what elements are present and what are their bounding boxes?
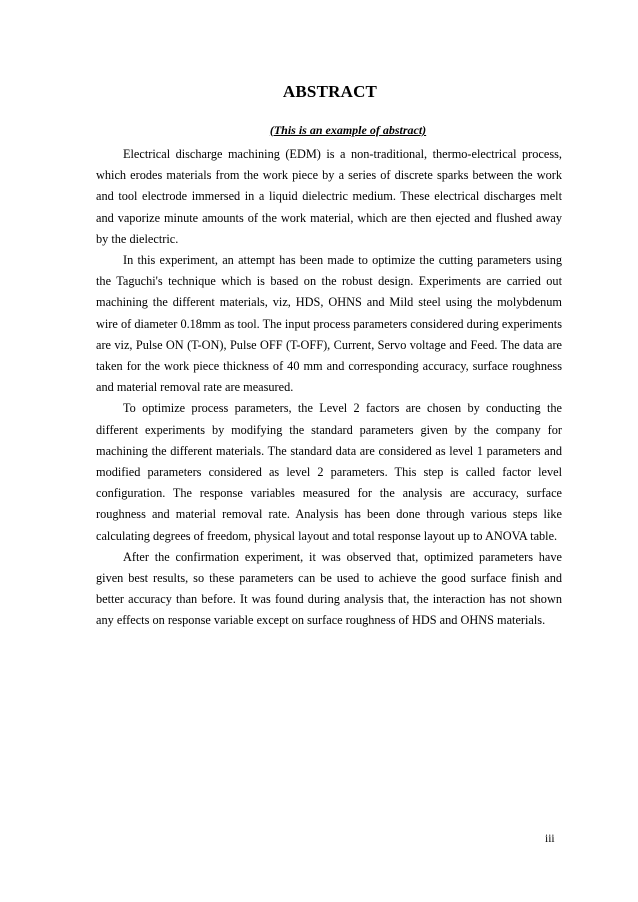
- page-title: ABSTRACT: [282, 82, 378, 101]
- abstract-body: [96, 144, 562, 632]
- abstract-paragraph-2: In this experiment, an attempt has been made to optimize the cutting parameters using the Taguchi's technique which is based on the robust design. Experiments are carried out machining the different materials, viz, HDS, OHNS and Mild steel using the molybdenum wire of diameter 0.18mm as tool. The input process parameters considered during experiments are viz, Pulse ON (T-ON), Pulse OFF (T-OFF), Current, Servo voltage and Feed. The data are taken for the work piece thickness of 40 mm and corresponding accuracy, surface roughness and material removal rate are measured.: [96, 253, 562, 395]
- page-number: iii: [545, 833, 555, 845]
- abstract-paragraph-3: To optimize process parameters, the Level 2 factors are chosen by conducting the different experiments by modifying the standard parameters given by the company for machining the different materials. The standard data are considered as level 1 parameters and modified parameters considered as level 2 parameters. This step is called factor level configuration. The response variables measured for the analysis are accuracy, surface roughness and material removal rate. Analysis has been done through various steps like calculating degrees of freedom, physical layout and total response layout up to ANOVA table.: [96, 401, 562, 543]
- abstract-paragraph-4: After the confirmation experiment, it was observed that, optimized parameters have given best results, so these parameters can be used to achieve the good surface finish and better accuracy than before. It was found during analysis that, the interaction has not shown any effects on response variable except on surface roughness of HDS and OHNS materials.: [96, 549, 562, 628]
- abstract-paragraph-1: Electrical discharge machining (EDM) is a non-traditional, thermo-electrical process, which erodes materials from the work piece by a series of discrete sparks between the work and tool electrode immersed in a liquid dielectric medium. These electrical discharges melt and vaporize minute amounts of the work material, which are then ejected and flushed away by the dielectric.: [96, 147, 562, 246]
- page-subtitle: (This is an example of abstract): [269, 123, 427, 137]
